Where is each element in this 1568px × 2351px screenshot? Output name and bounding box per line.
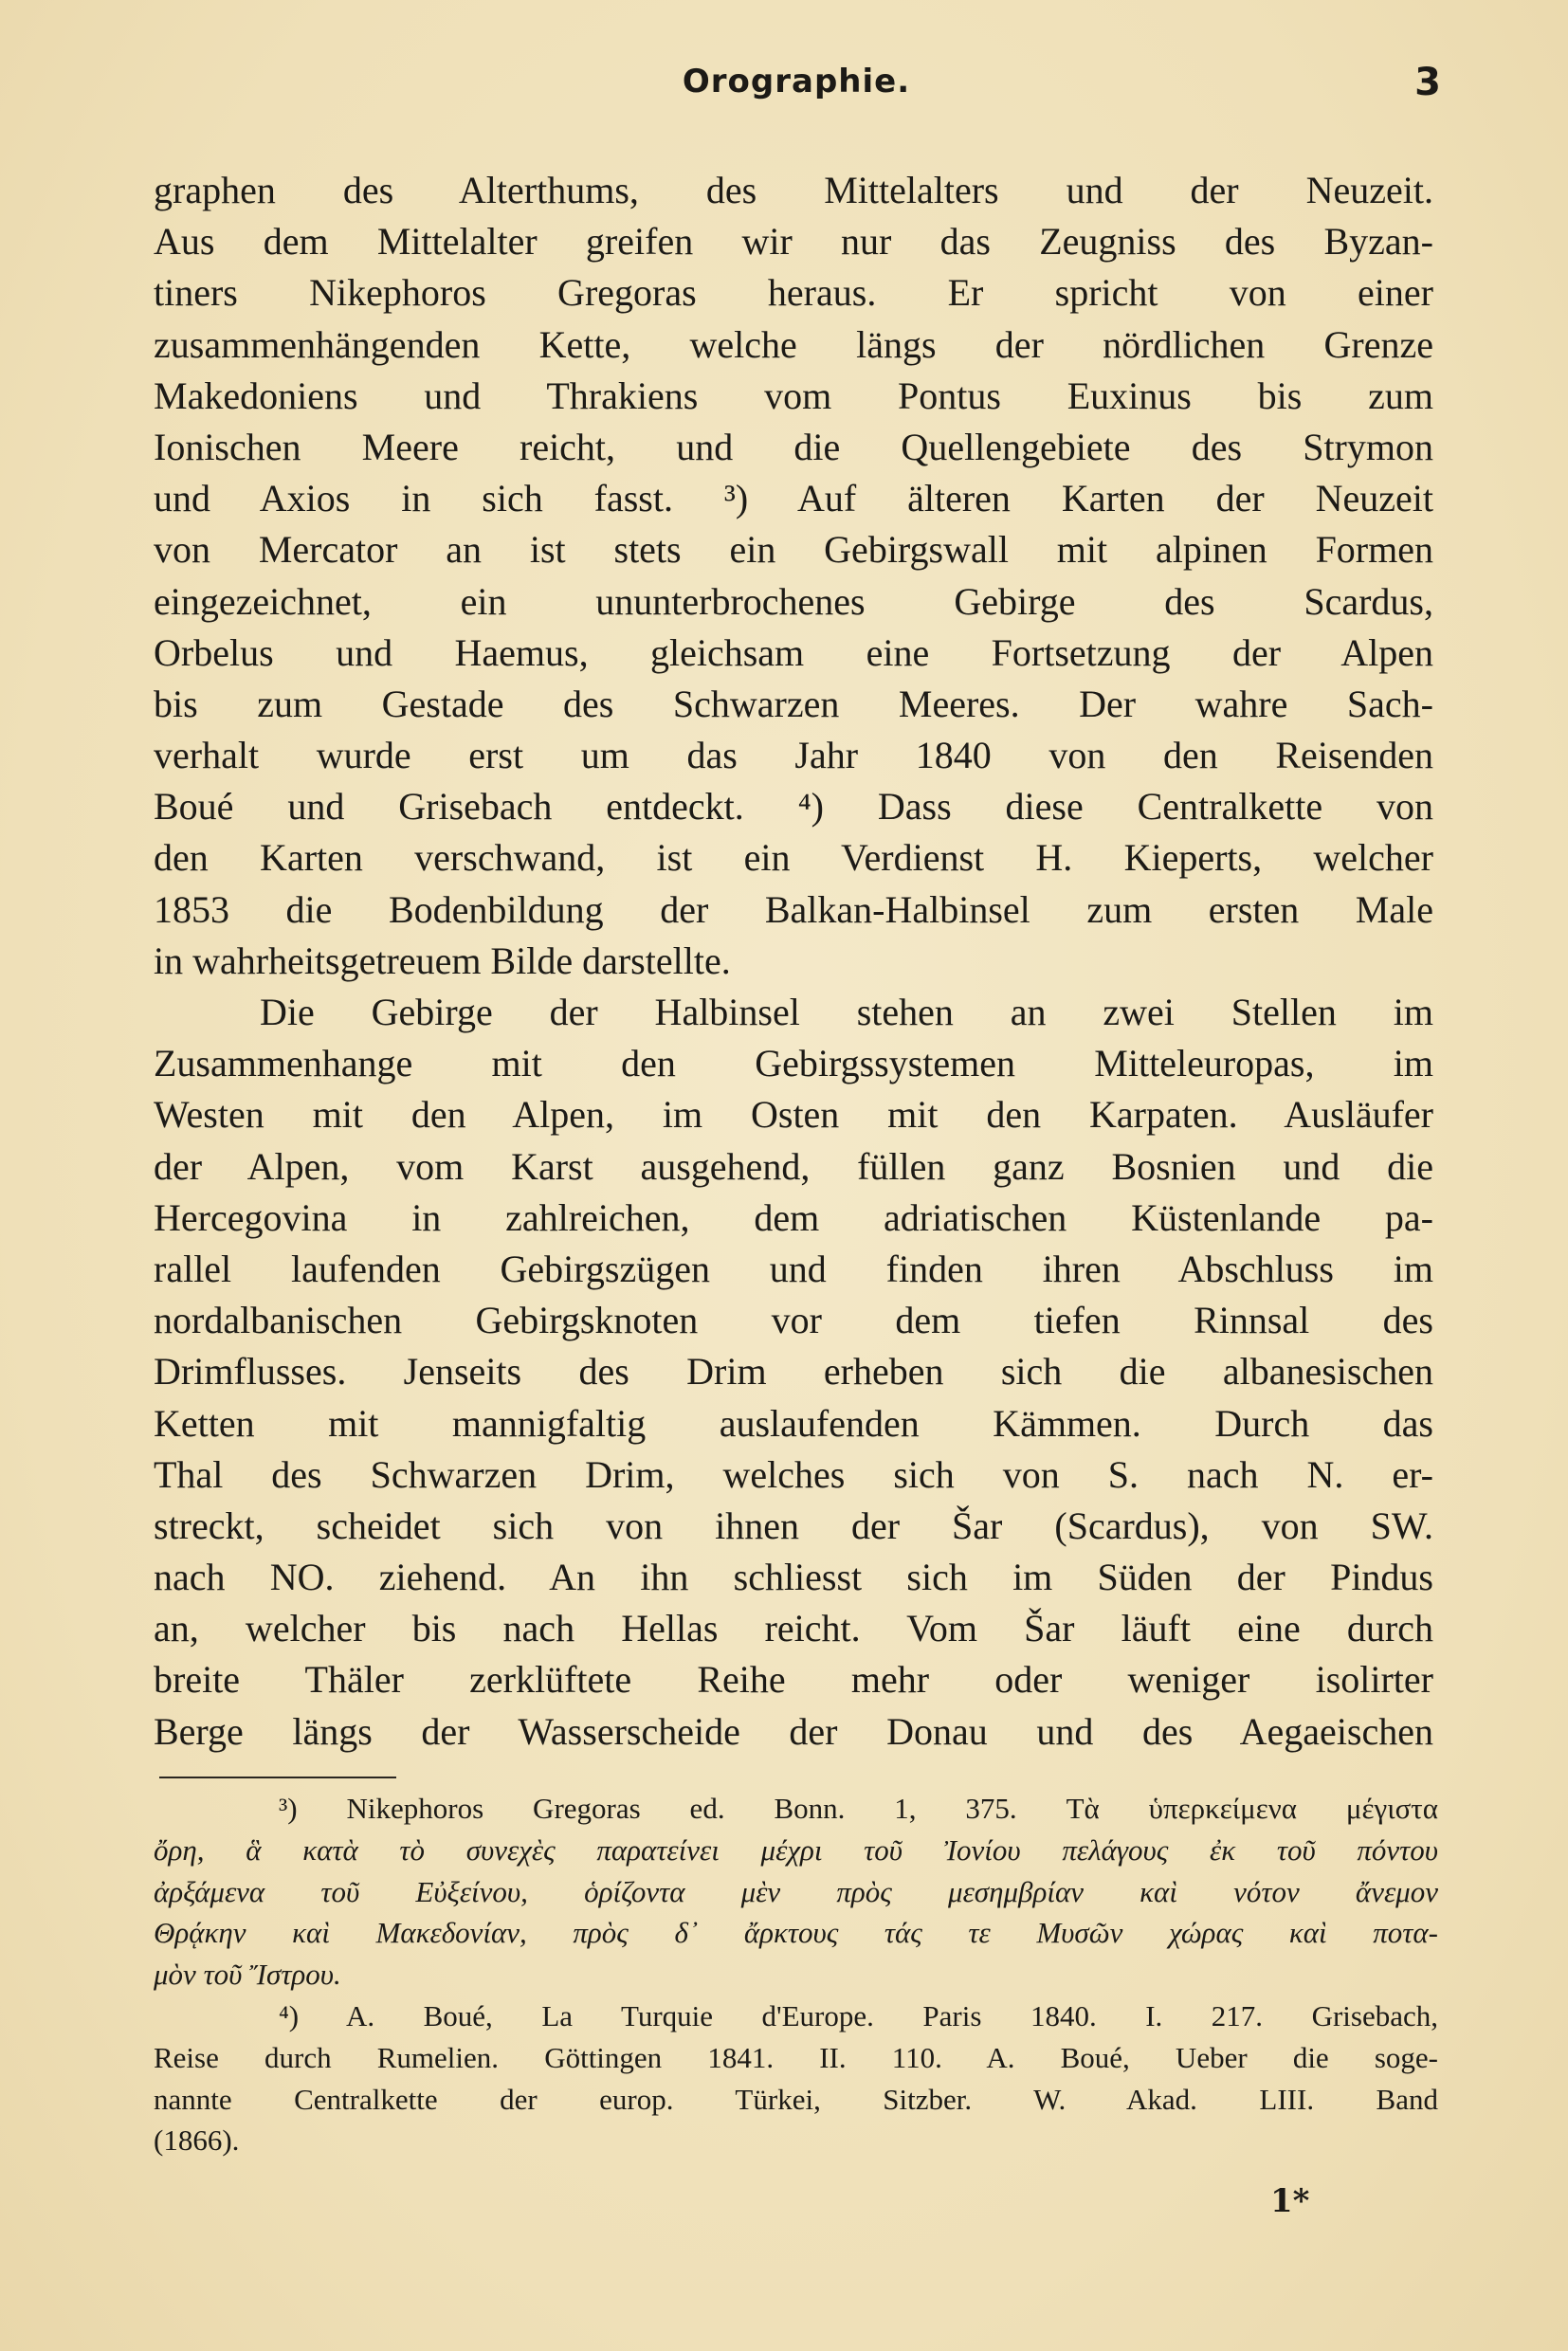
footnote-line: ἀρξάμενα τοῦ Εὐξείνου, ὁρίζοντα μὲν πρὸς μεσημβρίαν καὶ νότον ἄνεμον [154, 1874, 1438, 1908]
text-line: rallel laufenden Gebirgszügen und finden ihren Abschluss im [154, 1247, 1433, 1290]
text-line: Makedoniens und Thrakiens vom Pontus Euxinus bis zum [154, 374, 1433, 417]
text-line: graphen des Alterthums, des Mittelalters und der Neuzeit. [154, 169, 1433, 211]
footnote-line: μὸν τοῦ Ἴστρου. [154, 1958, 341, 1992]
text-line: verhalt wurde erst um das Jahr 1840 von den Reisenden [154, 734, 1433, 777]
signature-mark: 1* [1270, 2182, 1310, 2220]
text-line: nordalbanischen Gebirgsknoten vor dem tiefen Rinnsal des [154, 1299, 1433, 1342]
text-line: Orbelus und Haemus, gleichsam eine Fortsetzung der Alpen [154, 630, 1433, 674]
text-line: streckt, scheidet sich von ihnen der Šar (Scardus), von SW. [154, 1504, 1433, 1547]
running-title: Orographie. [682, 63, 911, 100]
text-line: bis zum Gestade des Schwarzen Meeres. Der wahre Sach- [154, 682, 1433, 725]
page-number: 3 [1414, 61, 1441, 104]
text-line: breite Thäler zerklüftete Reihe mehr oder weniger isolirter [154, 1658, 1433, 1702]
text-line: Boué und Grisebach entdeckt. ⁴) Dass diese Centralkette von [154, 785, 1433, 829]
text-line: Berge längs der Wasserscheide der Donau und des Aegaeischen [154, 1709, 1433, 1753]
text-line: von Mercator an ist stets ein Gebirgswall mit alpinen Formen [154, 528, 1433, 572]
footnote-line: nannte Centralkette der europ. Türkei, Sitzber. W. Akad. LIII. Band [154, 2082, 1438, 2116]
text-line: und Axios in sich fasst. ³) Auf älteren Karten der Neuzeit [154, 477, 1433, 520]
text-line: Zusammenhange mit den Gebirgssystemen Mitteleuropas, im [154, 1042, 1433, 1085]
footnote-line: ὄρη, ἃ κατὰ τὸ συνεχὲς παρατείνει μέχρι τοῦ Ἰονίου πελάγους ἐκ τοῦ πόντου [154, 1832, 1438, 1867]
text-line: Drimflusses. Jenseits des Drim erheben sich die albanesischen [154, 1350, 1433, 1394]
text-line: den Karten verschwand, ist ein Verdienst H. Kieperts, welcher [154, 836, 1433, 880]
footnote-rule [159, 1777, 396, 1778]
text-line: nach NO. ziehend. An ihn schliesst sich im Süden der Pindus [154, 1556, 1433, 1599]
footnote-line: Reise durch Rumelien. Göttingen 1841. II. 110. A. Boué, Ueber die soge- [154, 2040, 1438, 2074]
text-line: der Alpen, vom Karst ausgehend, füllen ganz Bosnien und die [154, 1144, 1433, 1188]
text-line: Ionischen Meere reicht, und die Quellengebiete des Strymon [154, 425, 1433, 468]
footnote-line: ⁴) A. Boué, La Turquie d'Europe. Paris 1840. I. 217. Grisebach, [279, 1998, 1438, 2032]
body-text [154, 165, 1433, 1758]
text-line: Aus dem Mittelalter greifen wir nur das Zeugniss des Byzan- [154, 220, 1433, 264]
footnote-line: Θρᾴκην καὶ Μακεδονίαν, πρὸς δ᾽ ἄρκτους τάς τε Μυσῶν χώρας καὶ ποτα- [154, 1916, 1438, 1950]
text-line: in wahrheitsgetreuem Bilde darstellte. [154, 939, 731, 982]
footnotes [154, 1788, 1438, 2161]
text-line: eingezeichnet, ein ununterbrochenes Gebirge des Scardus, [154, 579, 1433, 623]
footnote-line: (1866). [154, 2123, 240, 2158]
text-line: 1853 die Bodenbildung der Balkan-Halbinsel zum ersten Male [154, 887, 1433, 931]
text-line: zusammenhängenden Kette, welche längs der nördlichen Grenze [154, 322, 1433, 366]
paragraph-first-line: Die Gebirge der Halbinsel stehen an zwei Stellen im [260, 991, 1433, 1033]
text-line: Hercegovina in zahlreichen, dem adriatischen Küstenlande pa- [154, 1195, 1433, 1239]
text-line: an, welcher bis nach Hellas reicht. Vom Šar läuft eine durch [154, 1607, 1433, 1650]
running-head [152, 63, 1441, 116]
text-line: tiners Nikephoros Gregoras heraus. Er spricht von einer [154, 271, 1433, 315]
text-line: Westen mit den Alpen, im Osten mit den Karpaten. Ausläufer [154, 1093, 1433, 1137]
footnote-line: ³) Nikephoros Gregoras ed. Bonn. 1, 375. Τὰ ὑπερκείμενα μέγιστα [279, 1792, 1438, 1825]
text-line: Ketten mit mannigfaltig auslaufenden Kämmen. Durch das [154, 1401, 1433, 1445]
text-line: Thal des Schwarzen Drim, welches sich von S. nach N. er- [154, 1452, 1433, 1496]
